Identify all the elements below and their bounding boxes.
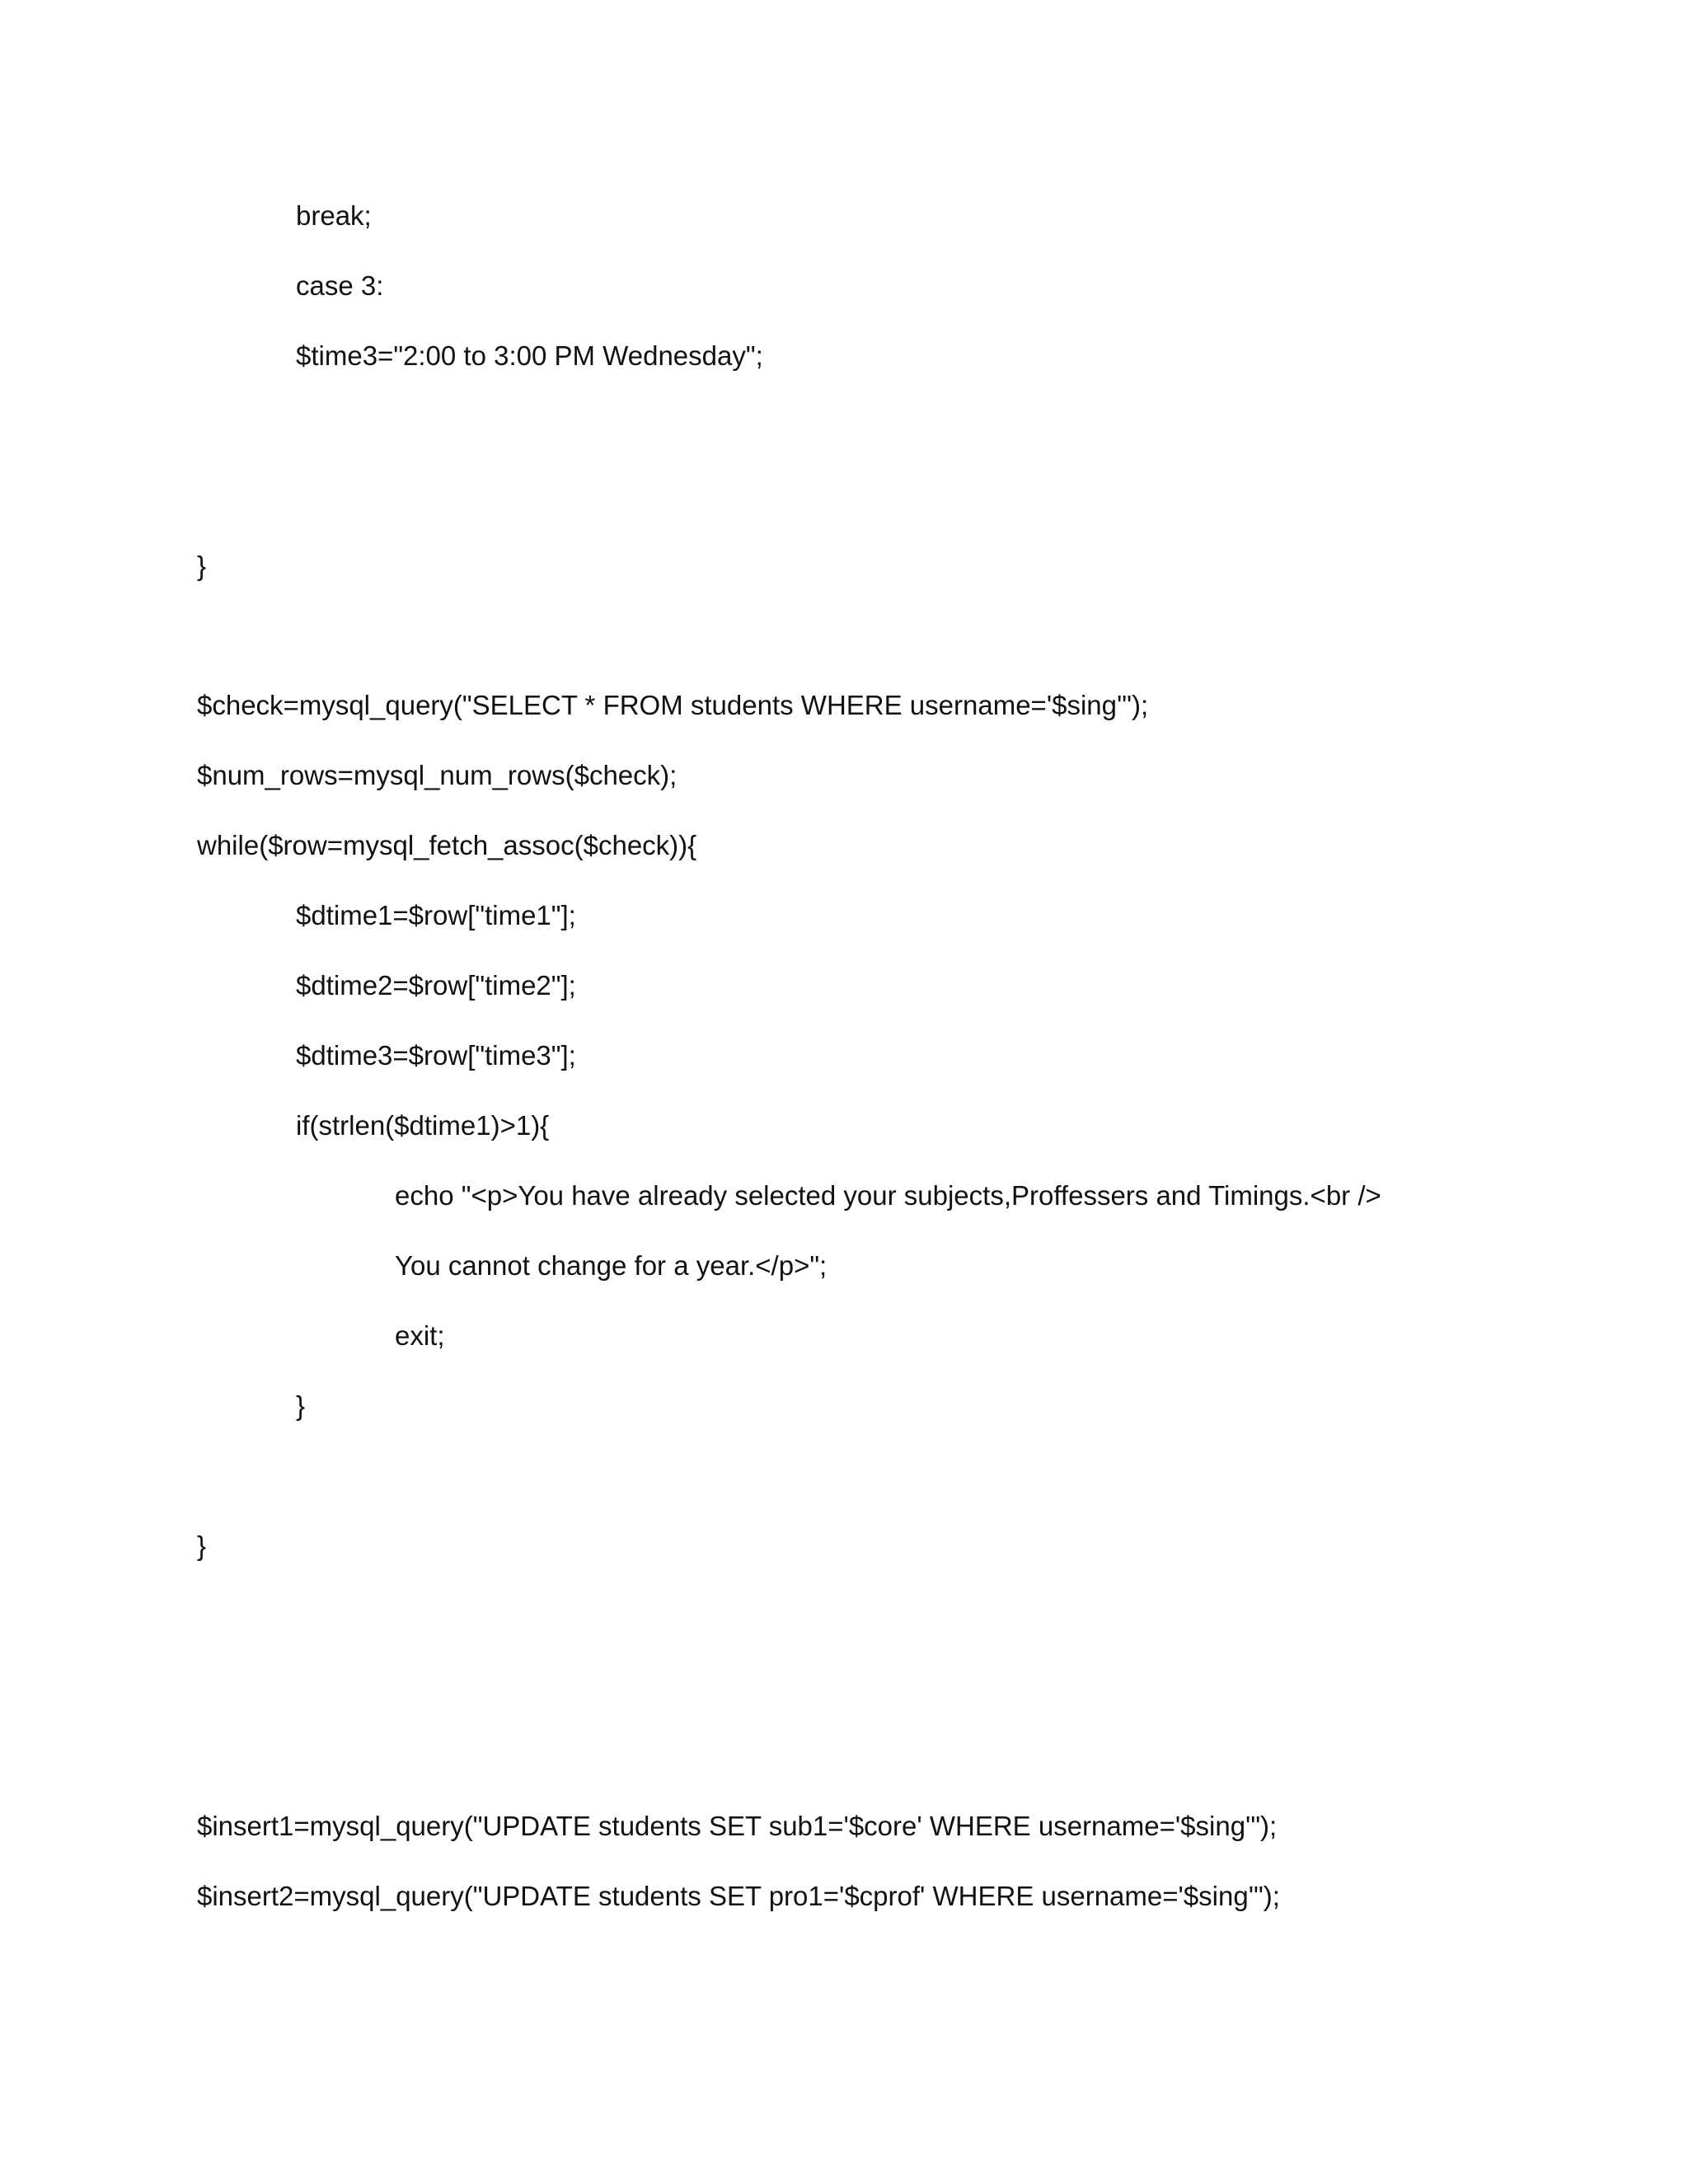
code-line: case 3: [296,270,384,301]
code-line: $time3="2:00 to 3:00 PM Wednesday"; [296,340,763,371]
code-line: $dtime1=$row["time1"]; [296,900,576,930]
code-line: You cannot change for a year.</p>"; [395,1250,828,1281]
code-line: $insert2=mysql_query("UPDATE students SET pro1='$cprof' WHERE username='$sing'"); [197,1881,1280,1911]
code-line: $num_rows=mysql_num_rows($check); [197,760,678,790]
code-line: exit; [395,1320,445,1351]
code-line: $insert1=mysql_query("UPDATE students SET sub1='$core' WHERE username='$sing'"); [197,1811,1278,1841]
code-line: } [197,1530,207,1561]
code-line: } [296,1390,306,1421]
code-line: $check=mysql_query("SELECT * FROM students WHERE username='$sing'"); [197,690,1149,720]
code-line: } [197,551,207,581]
code-line: break; [296,200,372,231]
code-line: echo "<p>You have already selected your subjects,Proffessers and Timings.<br /> [395,1180,1381,1211]
code-line: while($row=mysql_fetch_assoc($check)){ [197,830,697,860]
code-line: $dtime3=$row["time3"]; [296,1040,576,1071]
code-line: if(strlen($dtime1)>1){ [296,1110,550,1141]
code-line: $dtime2=$row["time2"]; [296,970,576,1001]
